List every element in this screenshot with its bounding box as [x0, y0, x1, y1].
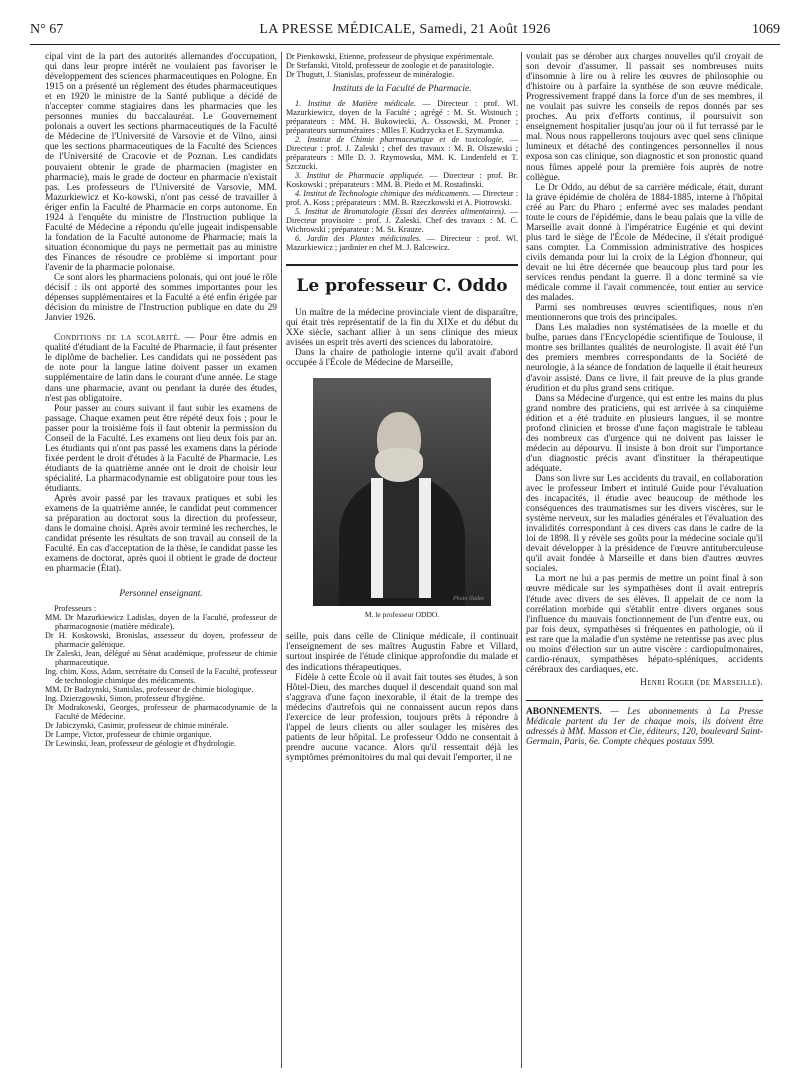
abonnements-label: ABONNEMENTS.: [526, 706, 602, 717]
portrait-photo: [313, 378, 491, 606]
article-author: Henri Roger (de Marseille).: [640, 677, 763, 688]
institut-entry: [286, 207, 518, 234]
staff-entry: Dr H. Koskowski, Bronislas, assesseur du doyen, professeur de pharmacie galénique.: [45, 631, 277, 650]
staff-entry: MM. Dr Mazurkiewicz Ladislas, doyen de la Faculté, professeur de pharmacognosie (matière médicale).: [45, 613, 277, 632]
paragraph: Ce sont alors les pharmaciens polonais, qui ont joué le rôle décisif : ils ont apporté des sommes importantes pour les dépenses supplémentaires et la Faculté a été enfin érigée par décision du ministre de l'Instruction publique en date du 29 Janvier 1926.: [45, 273, 277, 324]
staff-entry: Ing. chim. Koss, Adam, secrétaire du Conseil de la Faculté, professeur de technologie chimique des médicaments.: [45, 667, 277, 686]
paragraph: Dans la chaire de pathologie interne qu'il avait d'abord occupée à l'École de Médecine de Marseille,: [286, 348, 518, 369]
institut-text: — Directeur provisoire : prof. J. Zaleski. Chef des travaux : M. C. Wichrowski ; préparateur : M. St. Krauze.: [286, 207, 519, 235]
paragraph: voulait pas se dérober aux charges nouvelles qu'il croyait de son devoir d'assumer. Il passait ses nombreuses nuits d'insomnie à lire ou à relire les œuvres de philosophie ou d'histoire ou à parfaire la synthèse de son œuvre médicale. Progressivement frappé dans la force d'un de ses membres, il ne voulait pas suivre les conseils de repos donnés par ses proches. Au prix d'efforts continus, il poursuivit son enseignement hospitalier jusqu'au jour où il fut terrassé par le mal. Nous nous rappellerons toujours avec quel sens clinique lumineux et détaché des contingences personnelles il nous exposa son cas clinique, son diagnostic et son pronostic quand nous fûmes appelé pour la première fois auprès de notre collègue.: [526, 52, 763, 183]
staff-entry: Dr Thugutt, J. Stanislas, professeur de minéralogie.: [286, 70, 455, 79]
institut-text: — Directeur : prof. J. Zaleski ; chef des travaux : M. B. Olszewski ; préparateurs : Mlle D. J. Rzymowska, MM. K. Lindenfeld et T. Szczucki.: [286, 135, 518, 172]
institut-name: 4. Institut de Technologie chimique des médicaments.: [295, 189, 471, 199]
paragraph: cipal vint de la part des autorités allemandes d'occupation, qui dans leur propre intérêt ne voulaient pas favoriser le développement des sciences pharmaceutiques en Pologne. En 1915 on a présenté un règlement des études pharmaceutiques et en 1920 le ministre de la Santé publique a décidé de n'accepter comme stagiaires dans les pharmacies que les personnes munies du baccalauréat. Le Gouvernement polonais a ouvert les sections pharmaceutiques de la Faculté de Médecine de l'Université de Varsovie et de Vilno, ainsi que les sections pharmaceutiques de la Faculté des Sciences de l'Université de Cracovie et de Poznan. Les candidats pouvaient obtenir le grade de pharmacien (magister en pharmacie), mais le grade de docteur en pharmacie n'existait pas. Les professeurs de l'Université de Varsovie, MM. Mazurkiewicz et Ko-kowski, n'ont pas cessé de travailler à ériger enfin la Faculté de Pharmacie en corps autonome. En 1924 à l'enquête du ministre de l'Instruction publique la Faculté de Médecine a répondu qu'elle jugeait indispensable la fondation de la Faculté autonome de Pharmacie; mais la situation économique du pays ne permettait pas au ministre des Finances de résoudre ce problème si important pour l'avenir de la pharmacie polonaise.: [45, 52, 277, 273]
abonnements-separator: [526, 700, 763, 701]
paragraph: Dans Les maladies non systématisées de la moelle et du bulbe, parues dans l'Encyclopédie scientifique de Toulouse, il montre ses brillantes qualités de neurologiste. Il avait été l'un des premiers membres correspondants de la Société de neurologie, à la séance de fondation de laquelle il était heureux d'avoir assisté. Dans ce livre, il fait preuve de la plus grande érudition et du plus grand sens critique.: [526, 323, 763, 394]
paragraph: Un maître de la médecine provinciale vient de disparaître, qui était très représentatif de la fin du XIXe et du début du XXe siècle, sachant allier à un sens clinique des mieux avisées un esprit très averti des sciences du laboratoire.: [286, 308, 518, 349]
abonnements-text: — Les abonnements à La Presse Médicale partent du 1er de chaque mois, ils doivent être adressés à MM. Masson et Cie, éditeurs, 120, boulevard Saint-Germain, Paris, 6e. Compte chèques postaux 599.: [526, 706, 763, 748]
staff-entry: Dr Modrakowski, Georges, professeur de pharmacodynamie de la Faculté de Médecine.: [45, 703, 277, 722]
institut-name: 3. Institut de Pharmacie appliquée.: [295, 171, 425, 181]
column-1: [45, 52, 277, 748]
institut-entry: [286, 171, 518, 189]
column-3: [526, 52, 763, 747]
instituts-title: Instituts de la Faculté de Pharmacie.: [332, 84, 472, 94]
paragraph: Pour passer au cours suivant il faut subir les examens de passage. Chaque examen peut être répété deux fois ; pour le passer pour la troisième fois il faut obtenir la permission du Conseil de la Faculté. Les examens ont lieu deux fois par an. Les étudiants qui n'ont pas passé les examens dans la période fixée perdent le droit d'études à la Faculté de Pharmacie. Les étudiants de la quatrième année ont le droit de choisir leur spécialité. La pharmacodynamie est obligatoire pour tous les étudiants.: [45, 403, 277, 494]
staff-entry: Dr Zaleski, Jean, délégué au Sénat académique, professeur de chimie pharmaceutique.: [45, 649, 277, 668]
staff-entry: Dr Lewinski, Jean, professeur de géologie et d'hydrologie.: [45, 739, 237, 749]
staff-entry: Dr Stefanski, Vitold, professeur de zoologie et de parasitologie.: [286, 61, 494, 70]
staff-entry: Dr Lampe, Victor, professeur de chimie organique.: [45, 730, 212, 740]
masthead-title: LA PRESSE MÉDICALE, Samedi, 21 Août 1926: [259, 22, 551, 37]
institut-text: — Directeur : prof. Wl. Mazurkiewicz, doyen de la Faculté ; agrégé : M. St. Wistouch ; préparateurs : MM. H. Bukowiecki, A. Ossowski, M. Proner ; préparateurs surnuméraires : Mlles F. Kudrzycka et E. Szymanska.: [286, 99, 519, 136]
article-separator: [286, 264, 518, 266]
column-separator: [281, 52, 282, 1068]
article-title: Le professeur C. Oddo: [296, 276, 508, 297]
staff-entry: Dr Jabiczynski, Casimir, professeur de chimie minérale.: [45, 721, 229, 731]
institut-text: — Directeur : prof. Br. Koskowski ; préparateurs : MM. B. Piedo et M. Rostafinski.: [286, 171, 519, 190]
staff-entry: Dr Pienkowski, Etienne, professeur de physique expérimentale.: [286, 52, 495, 61]
staff-entry: MM. Dr Badzynski, Stanislas, professeur de chimie biologique.: [45, 685, 254, 695]
paragraph: Après avoir passé par les travaux pratiques et subi les examens de la quatrième année, le candidat peut commencer sa préparation au doctorat sous la direction du professeur, dans le domaine choisi. Après avoir terminé les recherches, le candidat présente les résultats de son travail au conseil de la Faculté. En cas d'acceptation de la thèse, le candidat passe les examens de doctorat, après quoi il obtient le grade de docteur en pharmacie (État).: [45, 494, 277, 575]
paragraph: [45, 333, 277, 403]
paragraph: seille, puis dans celle de Clinique médicale, il continuait l'enseignement de ses maîtres Augustin Fabre et Villard, surtout inspirée de l'étude clinique approfondie du malade et des indications thérapeutiques.: [286, 632, 518, 673]
paragraph: Dans son livre sur Les accidents du travail, en collaboration avec le professeur Imbert et intitulé Guide pour l'évaluation des incapacités, il étudie avec beaucoup de méthode les conséquences des traumatismes sur les divers viscères, sur le système nerveux, sur les maladies générales et l'évaluation des invalidités correspondant à ces divers cas dans le cadre de la loi de 1898. Il y révèle ses goûts pour la médecine sociale qu'il devait développer à la présidence de l'œuvre antituberculeuse qu'il avait fondée à Marseille et dans bien d'autres œuvres sociales.: [526, 473, 763, 575]
institut-entry: [286, 135, 518, 171]
column-separator: [521, 52, 522, 1068]
header-rule: [30, 44, 780, 45]
paragraph: Fidèle à cette École où il avait fait toutes ses études, à son Hôtel-Dieu, des marches duquel il descendait quand son mal s'aggrava d'une façon inexorable, il était de la trempe des médecins d'autrefois qui ne connaissent aucun repos dans l'exercice de leur profession, toujours prêts à répondre à l'appel de leurs clients ou aller soulager les misères des patients de leur hôpital. Le professeur Oddo ne consentait à prendre aucune vacance. Alors qu'il ressentait déjà les symptômes prémonitoires du mal qui devait l'emporter, il ne: [286, 672, 518, 763]
photo-caption: M. le professeur ODDO.: [364, 610, 440, 620]
staff-entry: Ing. Dzierzgowski, Simon, professeur d'hygiène.: [45, 694, 205, 704]
issue-number: N° 67: [30, 22, 64, 37]
institut-name: 2. Institut de Chimie pharmaceutique et de toxicologie.: [295, 135, 504, 145]
photo-credit: Photo Nadar.: [452, 596, 485, 603]
institut-entry: [286, 234, 518, 252]
column-2: [286, 52, 518, 763]
personnel-title: Personnel enseignant.: [119, 589, 203, 600]
page-header: [30, 22, 780, 40]
institut-entry: [286, 99, 518, 135]
abonnements-notice: [526, 707, 763, 747]
paragraph: Dans sa Médecine d'urgence, qui est entre les mains du plus grand nombre des praticiens, qui est arrivée à sa cinquième édition et a été traduite en plusieurs langues, il se montre profond clinicien et brosse d'une façon magistrale le tableau des nombreux cas d'urgence qui ne doivent pas laisser le médecin au dépourvu. Il insiste à bon droit sur l'importance d'un diagnostic précis avant d'instituer la thérapeutique adéquate.: [526, 393, 763, 474]
institut-name: 1. Institut de Matière médicale.: [295, 99, 416, 109]
paragraph: La mort ne lui a pas permis de mettre un point final à son œuvre médicale sur les sympathèses dont il avait entrepris l'étude avec divers de ses élèves. Il appelait de ce nom la corrélation morbide qui s'établit entre divers organes sous l'influence du mauvais fonctionnement de l'un d'entre eux, ou par fois deux, sympathèses si fréquentes en pathologie, où il est rare que la maladie d'un système ne retentisse pas avec plus ou moins d'élection sur un autre viscère : cardiopulmonaires, cardio-rénaux, sympathèses hépato-spléniques, accidents cérébraux des cardiaques, etc.: [526, 574, 763, 675]
page-number: 1069: [752, 22, 780, 37]
paragraph: Le Dr Oddo, au début de sa carrière médicale, était, durant la grave épidémie de choléra de 1884-1885, interne à l'hôpital créé au Parc du Pharo ; enfermé avec ses malades pendant toute le cours de l'épidémie, dans le beau palais que la ville de Marseille avait donné à l'impératrice Eugénie et qui devint plus tard le siège de l'École de Médecine, il s'était prodigué sans compter. La Commission administrative des hospices civils demanda pour lui la croix de la Légion d'honneur, qui devait ne lui être décernée que beaucoup plus tard pour les services rendus pendant la guerre. Il a donc terminé sa vie médicale comme il l'avait commencée, tout entier au service des malades.: [526, 182, 763, 304]
conditions-text: — Pour être admis en qualité d'étudiant de la Faculté de Pharmacie, il faut présenter le diplôme de bachelier. Les candidats qui ne possèdent pas de note pour la langue latine doivent passer un examen supplémentaire de latin dans le courant d'une année. Le stage dans une pharmacie, avant ou pendant la durée des études, n'est pas obligatoire.: [45, 333, 277, 404]
professeurs-label: Professeurs :: [54, 604, 97, 614]
conditions-label: Conditions de la scolarité.: [54, 333, 181, 344]
institut-text: — Directeur : prof. Wl. Mazurkiewicz ; jardinier en chef M. J. Ralcewicz.: [286, 234, 519, 253]
institut-name: 6. Jardin des Plantes médicinales.: [295, 234, 422, 244]
institut-text: — Directeur : prof. A. Koss ; préparateurs : MM. B. Rzeczkowski et A. Piotrowski.: [286, 189, 518, 208]
institut-name: 5. Institut de Bromatologie (Essai des denrées alimentaires).: [295, 207, 506, 217]
institut-entry: [286, 189, 518, 207]
paragraph: Parmi ses nombreuses œuvres scientifiques, nous n'en mentionnerons que trois des principales.: [526, 303, 763, 324]
